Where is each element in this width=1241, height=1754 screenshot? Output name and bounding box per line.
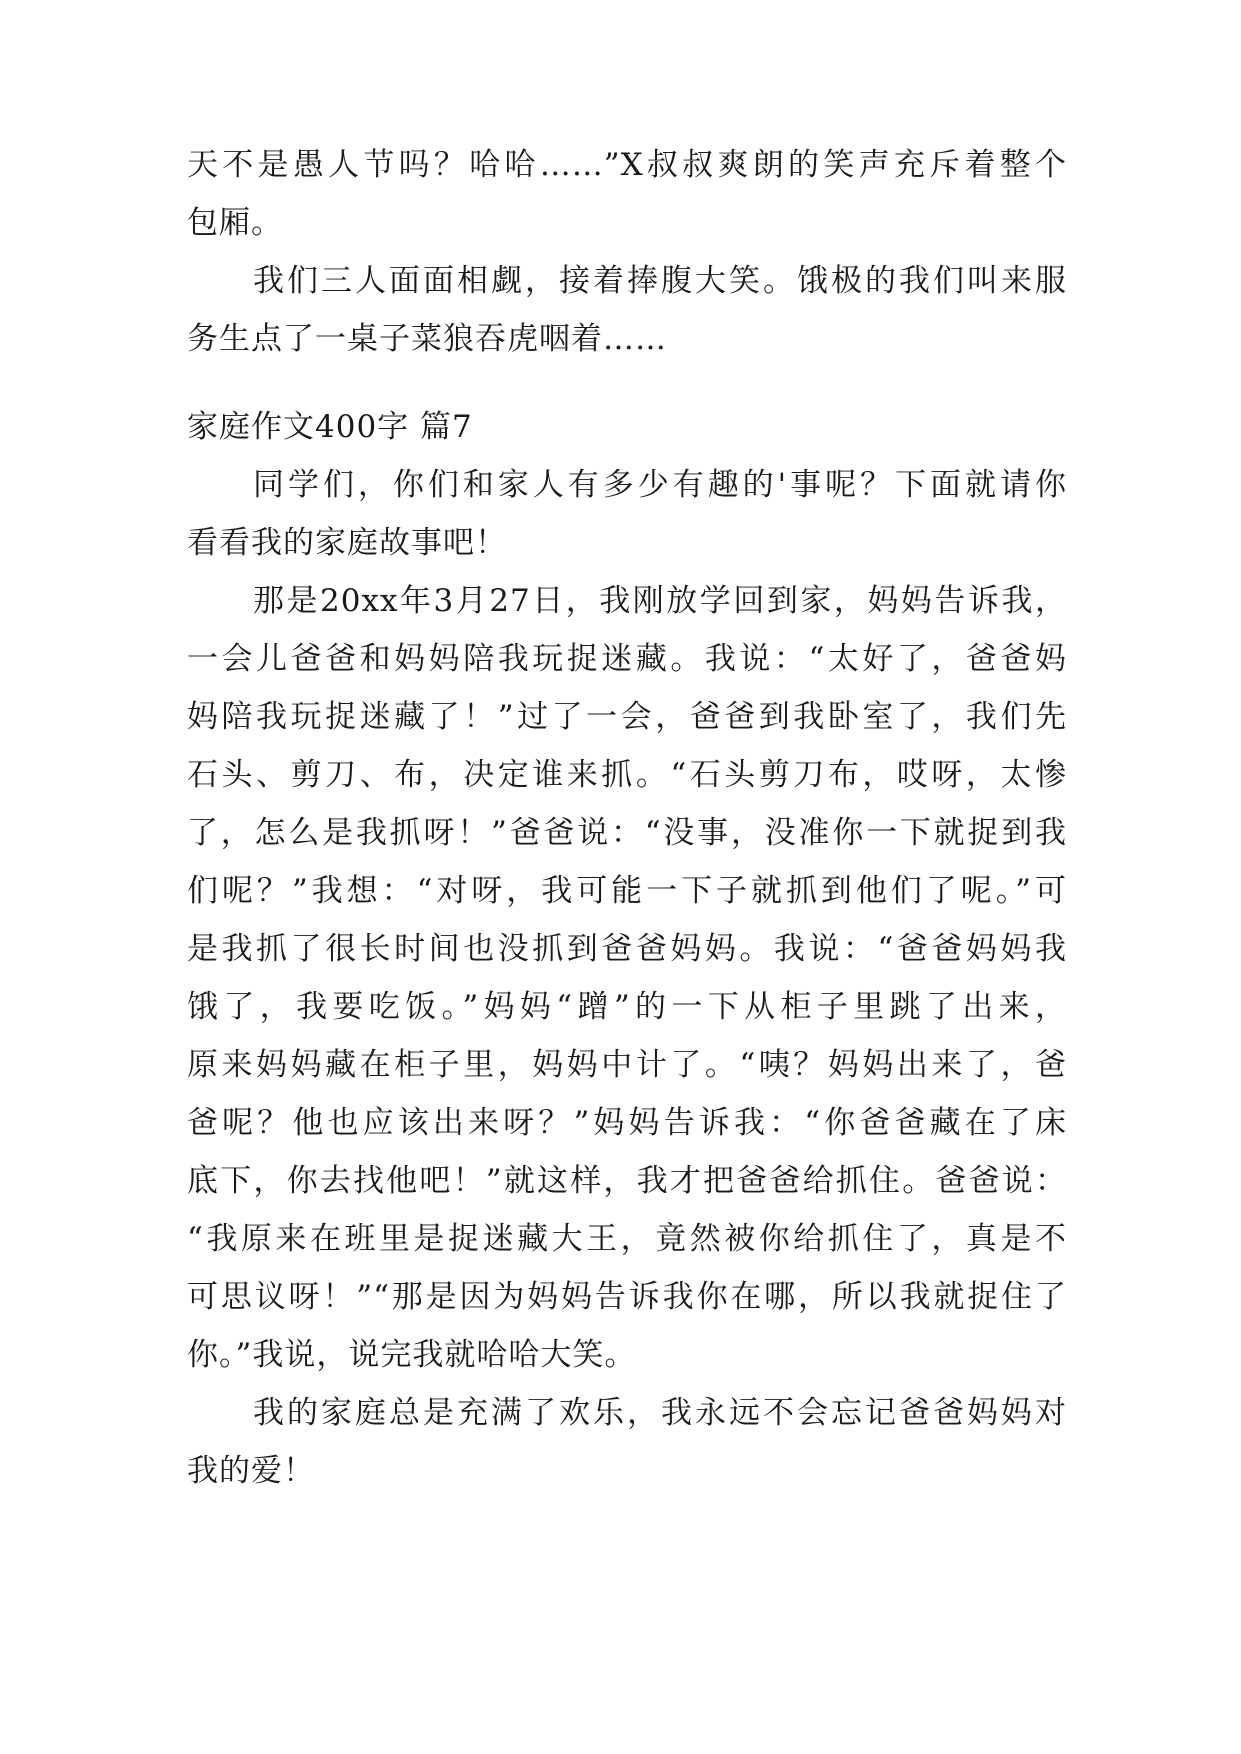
paragraph-line: 包厢。 <box>187 205 283 241</box>
paragraph-line: 同学们，你们和家人有多少有趣的'事呢？下面就请你 <box>253 467 1067 503</box>
paragraph-line: 是我抓了很长时间也没抓到爸爸妈妈。我说：“爸爸妈妈我 <box>187 931 1067 967</box>
paragraph-line: 了，怎么是我抓呀！”爸爸说：“没事，没准你一下就捉到我 <box>187 815 1067 851</box>
paragraph-line: 妈陪我玩捉迷藏了！”过了一会，爸爸到我卧室了，我们先 <box>187 699 1067 735</box>
paragraph-line: 务生点了一桌子菜狼吞虎咽着…… <box>187 321 667 357</box>
paragraph-line: 那是20xx年3月27日，我刚放学回到家，妈妈告诉我， <box>253 583 1067 619</box>
previous-section-text <box>187 136 1067 368</box>
paragraph-line: 你。”我说，说完我就哈哈大笑。 <box>187 1337 637 1373</box>
section-title: 家庭作文400字 篇7 <box>187 409 473 445</box>
paragraph-line: 可思议呀！”“那是因为妈妈告诉我你在哪，所以我就捉住了 <box>187 1279 1067 1315</box>
section-7 <box>187 398 1067 1500</box>
paragraph-line: 天不是愚人节吗？哈哈……”X叔叔爽朗的笑声充斥着整个 <box>187 147 1067 183</box>
paragraph-line: 们呢？”我想：“对呀，我可能一下子就抓到他们了呢。”可 <box>187 873 1067 909</box>
paragraph-line: 看看我的家庭故事吧！ <box>187 525 507 561</box>
paragraph-line: 原来妈妈藏在柜子里，妈妈中计了。“咦？妈妈出来了，爸 <box>187 1047 1067 1083</box>
paragraph-line: 石头、剪刀、布，决定谁来抓。“石头剪刀布，哎呀，太惨 <box>187 757 1067 793</box>
paragraph-line: 一会儿爸爸和妈妈陪我玩捉迷藏。我说：“太好了，爸爸妈 <box>187 641 1067 677</box>
paragraph-line: 我的爱！ <box>187 1453 315 1489</box>
paragraph-line: 底下，你去找他吧！”就这样，我才把爸爸给抓住。爸爸说： <box>187 1163 1067 1199</box>
paragraph-line: 我的家庭总是充满了欢乐，我永远不会忘记爸爸妈妈对 <box>253 1395 1067 1431</box>
paragraph-line: “我原来在班里是捉迷藏大王，竟然被你给抓住了，真是不 <box>187 1221 1067 1257</box>
paragraph-line: 我们三人面面相觑，接着捧腹大笑。饿极的我们叫来服 <box>253 263 1067 299</box>
paragraph-line: 爸呢？他也应该出来呀？”妈妈告诉我：“你爸爸藏在了床 <box>187 1105 1067 1141</box>
paragraph-line: 饿了，我要吃饭。”妈妈“蹭”的一下从柜子里跳了出来， <box>187 989 1067 1025</box>
